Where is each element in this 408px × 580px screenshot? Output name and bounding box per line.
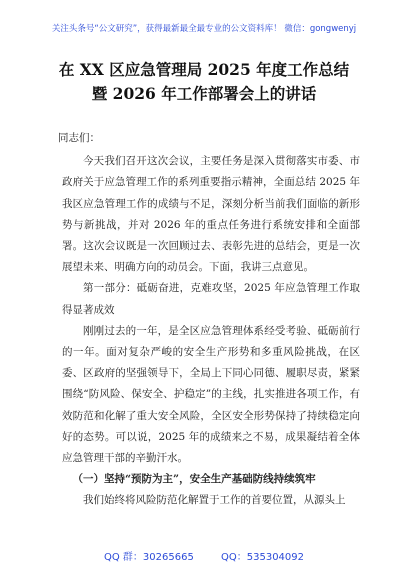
header-banner[interactable]: 关注头条号“公文研究”，获得最新最全最专业的公文资料库！ 微信：gongwenyj <box>51 24 357 34</box>
paragraph-prevention: 我们始终将风险防范化解置于工作的首要位置，从源头上 <box>83 494 346 507</box>
document-title <box>30 58 378 106</box>
title-line-2: 暨 2026 年工作部署会上的讲话 <box>91 84 317 103</box>
section-heading-1: 第一部分：砥砺奋进，克难攻坚，2025 年应急管理工作取得显著成效 <box>62 282 360 316</box>
footer-contact <box>0 548 408 563</box>
paragraph-review: 刚刚过去的一年，是全区应急管理体系经受考验、砥砺前行的一年。面对复杂严峻的安全生产形势和多重风险挑战，在区委、区政府的坚强领导下，全局上下同心同德、履职尽责，紧紧围绕“防风险、保安全、护稳定”的主线，扎实推进各项工作，有效防范和化解了重大安全风险，全区安全形势保持了持续稳定向好的态势。可以说，2025 年的成绩来之不易，成果凝结着全体应急管理干部的辛勤汗水。 <box>62 324 360 465</box>
footer-qq[interactable]: QQ：535304092 <box>221 552 305 563</box>
salutation: 同志们： <box>58 132 100 144</box>
subheading-1: （一）坚持“预防为主”，安全生产基础防线持续筑牢 <box>72 473 316 486</box>
paragraph-opening: 今天我们召开这次会议，主要任务是深入贯彻落实市委、市政府关于应急管理工作的系列重要指示精神，全面总结 2025 年我区应急管理工作的成绩与不足，深刻分析当前我们面临的新形势与新挑战，并对 2026 年的重点任务进行系统安排和全面部署。这次会议既是一次回顾过去、表彰先进的总结会，更是一次展望未来、明确方向的动员会。下面，我讲三点意见。 <box>62 155 360 274</box>
title-line-1: 在 XX 区应急管理局 2025 年度工作总结 <box>58 60 350 79</box>
document-body <box>58 128 360 512</box>
footer-qq-group[interactable]: QQ 群：30265665 <box>103 552 194 563</box>
